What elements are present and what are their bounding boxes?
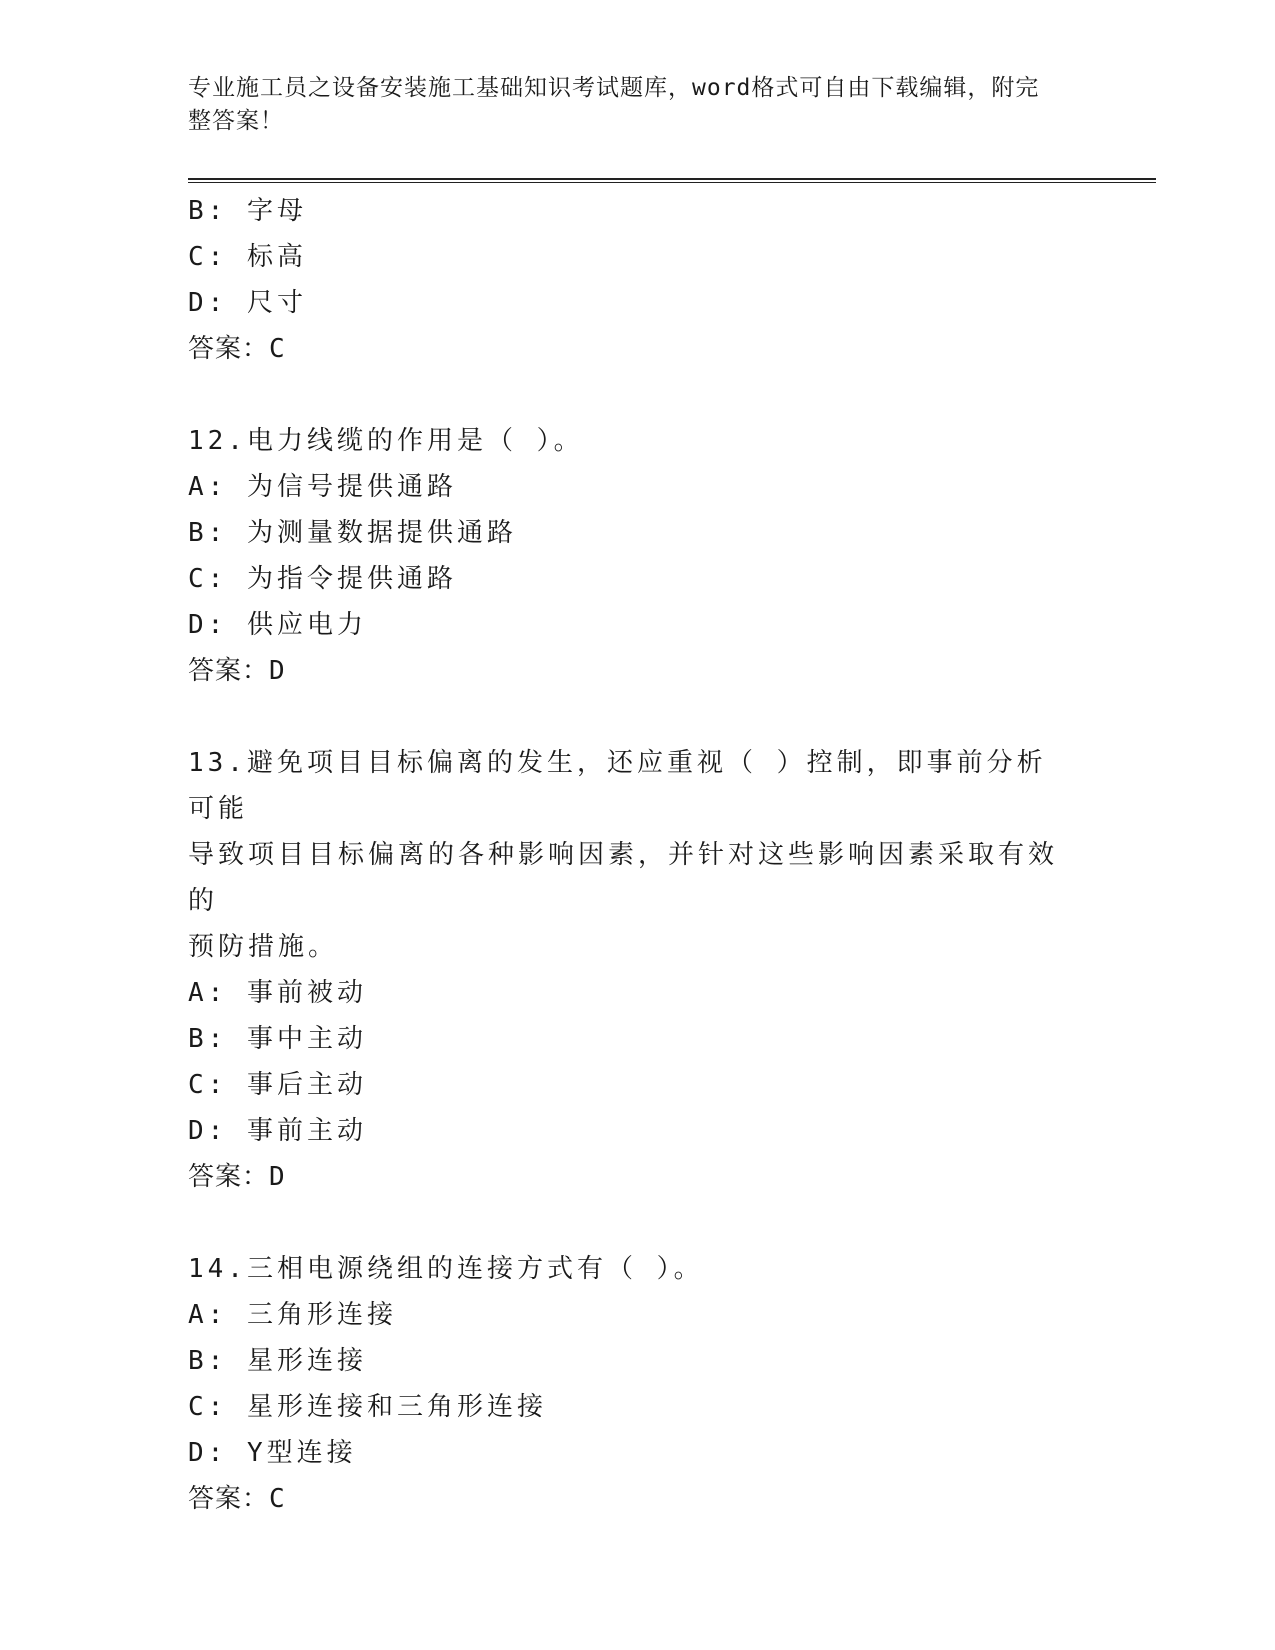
question-text-line-3: 预防措施。 (188, 932, 339, 962)
question-text: 12.电力线缆的作用是（ ）。 (188, 426, 584, 456)
option-c: C: 星形连接和三角形连接 (188, 1392, 547, 1422)
spacer (188, 1200, 1068, 1246)
question-block-12 (188, 418, 1068, 694)
option-d: D: 供应电力 (188, 610, 367, 640)
option-b: B: 为测量数据提供通路 (188, 518, 517, 548)
header-title-line-2: 整答案！ (188, 108, 284, 134)
document-header (188, 72, 1068, 138)
option-c: C: 为指令提供通路 (188, 564, 457, 594)
spacer (188, 694, 1068, 740)
spacer (188, 372, 1068, 418)
header-divider (188, 178, 1156, 180)
question-block-14 (188, 1246, 1068, 1522)
option-a: A: 为信号提供通路 (188, 472, 457, 502)
header-divider-thin (188, 182, 1156, 183)
option-c: C: 标高 (188, 242, 307, 272)
option-b: B: 星形连接 (188, 1346, 367, 1376)
option-d: D: 尺寸 (188, 288, 307, 318)
question-text: 14.三相电源绕组的连接方式有（ ）。 (188, 1254, 704, 1284)
option-d: D: 事前主动 (188, 1116, 367, 1146)
question-list (188, 188, 1068, 1522)
answer-line: 答案：C (188, 334, 286, 364)
option-a: A: 事前被动 (188, 978, 367, 1008)
option-c: C: 事后主动 (188, 1070, 367, 1100)
question-block-13 (188, 740, 1068, 1200)
answer-line: 答案：D (188, 1162, 286, 1192)
option-a: A: 三角形连接 (188, 1300, 397, 1330)
question-text-line-1: 13.避免项目目标偏离的发生，还应重视（ ）控制，即事前分析可能 (188, 748, 1047, 824)
answer-line: 答案：D (188, 656, 286, 686)
option-b: B: 字母 (188, 196, 307, 226)
option-d: D: Y型连接 (188, 1438, 357, 1468)
answer-line: 答案：C (188, 1484, 286, 1514)
question-text-line-2: 导致项目目标偏离的各种影响因素，并针对这些影响因素采取有效的 (188, 840, 1059, 916)
question-block-11 (188, 188, 1068, 372)
header-title-line-1: 专业施工员之设备安装施工基础知识考试题库，word格式可自由下载编辑，附完 (188, 75, 1040, 101)
option-b: B: 事中主动 (188, 1024, 367, 1054)
